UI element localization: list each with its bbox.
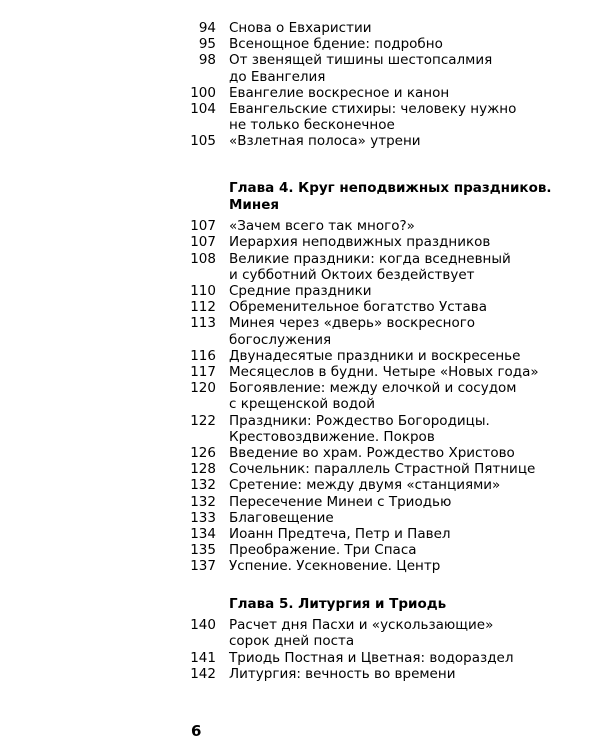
toc-entry: [0, 218, 600, 234]
toc-entry: [0, 315, 600, 331]
toc-entry: [0, 542, 600, 558]
toc-page-number: 112: [190, 299, 216, 316]
chapter-heading: Глава 5. Литургия и Триодь: [229, 596, 447, 612]
toc-page-number: 95: [198, 36, 216, 53]
toc-entry-continuation: [0, 429, 600, 445]
toc-entry-title: до Евангелия: [229, 68, 326, 85]
toc-entry: [0, 364, 600, 380]
toc-page-number: 126: [190, 445, 216, 461]
toc-entry: [0, 52, 600, 68]
toc-entry: [0, 380, 600, 396]
toc-entry: [0, 558, 600, 574]
toc-entry-title: Расчет дня Пасхи и «ускользающие»: [229, 617, 494, 634]
toc-entry: [0, 666, 600, 682]
toc-entry-title: Введение во храм. Рождество Христово: [229, 445, 515, 461]
toc-entry-title: Евангелие воскресное и канон: [229, 84, 450, 101]
toc-page-number: 132: [190, 493, 216, 510]
toc-page-number: 117: [190, 364, 216, 380]
toc-page-number: 122: [190, 412, 216, 429]
chapter-heading: Глава 4. Круг неподвижных праздников.: [229, 180, 552, 196]
toc-page-number: 98: [198, 52, 216, 69]
toc-entry-title: Праздники: Рождество Богородицы.: [229, 412, 490, 429]
toc-entry: [0, 494, 600, 510]
toc-entry: [0, 477, 600, 493]
page-number: 6: [191, 722, 202, 740]
toc-entry-title: Великие праздники: когда вседневный: [229, 250, 511, 267]
toc-page-number: 104: [190, 101, 216, 117]
toc-entry-title: Пересечение Минеи с Триодью: [229, 493, 452, 510]
toc-entry: [0, 234, 600, 250]
toc-entry: [0, 20, 600, 36]
toc-entry-continuation: [0, 633, 600, 649]
toc-entry-continuation: [0, 69, 600, 85]
toc-page-number: 107: [190, 218, 216, 235]
toc-entry-title: и субботний Октоих бездействует: [229, 266, 475, 283]
toc-page-number: 110: [190, 283, 216, 299]
toc-entry-continuation: [0, 396, 600, 412]
toc-entry: [0, 85, 600, 101]
toc-page-number: 100: [190, 84, 216, 101]
toc-entry-title: Двунадесятые праздники и воскресенье: [229, 347, 521, 364]
toc-entry-continuation: [0, 267, 600, 283]
toc-entry: [0, 251, 600, 267]
toc-entry-title: Благовещение: [229, 509, 334, 526]
toc-page-number: 108: [190, 250, 216, 267]
toc-entry-title: Сретение: между двумя «станциями»: [229, 477, 501, 494]
toc-entry: [0, 299, 600, 315]
toc-page-number: 120: [190, 380, 216, 397]
toc-page-number: 107: [190, 234, 216, 251]
toc-entry-title: с крещенской водой: [229, 396, 376, 413]
toc-entry-title: «Взлетная полоса» утрени: [229, 133, 421, 150]
toc-page-number: 94: [198, 20, 216, 36]
toc-entry-title: Триодь Постная и Цветная: водораздел: [229, 649, 514, 666]
toc-entry: [0, 348, 600, 364]
toc-entry-title: Богоявление: между елочкой и сосудом: [229, 380, 517, 397]
toc-page-number: 135: [190, 542, 216, 559]
toc-entry-title: «Зачем всего так много?»: [229, 218, 415, 235]
toc-entry-title: не только бесконечное: [229, 117, 395, 134]
toc-entry: [0, 650, 600, 666]
toc-entry-continuation: [0, 117, 600, 133]
toc-entry-continuation: [0, 332, 600, 348]
toc-entry: [0, 526, 600, 542]
toc-entry: [0, 283, 600, 299]
toc-entry-title: Литургия: вечность во времени: [229, 665, 456, 682]
toc-page-number: 134: [190, 526, 216, 542]
toc-page-number: 116: [190, 347, 216, 364]
chapter-heading: Минея: [229, 197, 280, 213]
toc-page-number: 141: [190, 649, 216, 666]
toc-entry: [0, 617, 600, 633]
toc-entry: [0, 101, 600, 117]
toc-entry-title: богослужения: [229, 331, 332, 348]
toc-entry-title: Преображение. Три Спаса: [229, 542, 417, 559]
toc-page-number: 142: [190, 665, 216, 682]
toc-page-number: 132: [190, 477, 216, 494]
toc-page-number: 133: [190, 509, 216, 526]
toc-page-number: 140: [190, 617, 216, 634]
toc-page-number: 128: [190, 461, 216, 478]
toc-page-number: 137: [190, 558, 216, 575]
toc-entry: [0, 133, 600, 149]
toc-entry: [0, 510, 600, 526]
toc-entry-title: Успение. Усекновение. Центр: [229, 558, 441, 575]
toc-entry-title: Евангельские стихиры: человеку нужно: [229, 101, 517, 117]
toc-entry-title: Снова о Евхаристии: [229, 20, 372, 36]
toc-entry-title: Обременительное богатство Устава: [229, 299, 487, 316]
toc-page-number: 113: [190, 315, 216, 332]
toc-entry: [0, 445, 600, 461]
toc-entry-title: сорок дней поста: [229, 633, 355, 650]
toc-entry-title: От звенящей тишины шестопсалмия: [229, 52, 493, 69]
toc-entry-title: Средние праздники: [229, 283, 372, 299]
toc-page-number: 105: [190, 133, 216, 150]
toc-entry: [0, 36, 600, 52]
toc-entry-title: Сочельник: параллель Страстной Пятнице: [229, 461, 536, 478]
toc-entry-title: Минея через «дверь» воскресного: [229, 315, 476, 332]
toc-entry: [0, 461, 600, 477]
toc-entry-title: Иоанн Предтеча, Петр и Павел: [229, 526, 451, 542]
toc-entry-title: Крестовоздвижение. Покров: [229, 428, 435, 445]
toc-entry-title: Месяцеслов в будни. Четыре «Новых года»: [229, 364, 539, 380]
toc-entry: [0, 413, 600, 429]
toc-entry-title: Иерархия неподвижных праздников: [229, 234, 491, 251]
toc-entry-title: Всенощное бдение: подробно: [229, 36, 443, 53]
